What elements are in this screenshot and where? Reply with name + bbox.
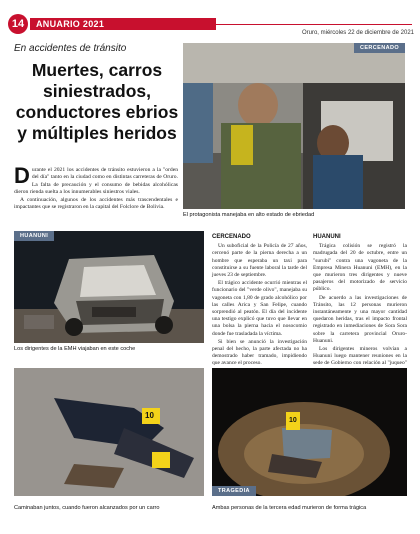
column-paragraph: Si bien se anunció la investigación penal del hecho, la parte afectada no ha demostrado haber tramado, impidiendo que avance el proceso. — [212, 338, 307, 367]
lead-paragraph — [14, 163, 178, 213]
headline: Muertes, carros siniestrados, conductores ebrios y múltiples heridos — [15, 60, 179, 143]
victims-road-illustration — [14, 368, 204, 496]
column-paragraph: Un suboficial de la Policía de 27 años, cercenó parte de la pierna derecha a un hombre que esperaba un taxi para constituirse a su fuente laboral la tarde del jueves 23 de septiembre. — [212, 243, 307, 279]
page-number: 14 — [8, 14, 28, 34]
column-cercenado — [212, 234, 307, 369]
police-car-illustration — [183, 43, 405, 209]
photo-police-car — [183, 43, 405, 209]
dateline: Oruro, miércoles 22 de diciembre de 2021 — [301, 30, 414, 36]
header-rule — [216, 24, 412, 25]
caption-top-right: El protagonista manejaba en alto estado de ebriedad — [183, 212, 315, 218]
drop-cap: D — [14, 163, 30, 188]
column-heading: CERCENADO — [212, 234, 251, 240]
section-title: En accidentes de tránsito — [14, 43, 127, 54]
caption-mid-left: Los dirigentes de la EMH viajaban en este coche — [14, 346, 136, 352]
tag-tragedia: TRAGEDIA — [212, 486, 256, 496]
tag-cercenado: CERCENADO — [354, 43, 405, 53]
crashed-car-illustration — [14, 231, 204, 343]
photo-crashed-car — [14, 231, 204, 343]
column-heading: HUANUNI — [313, 234, 341, 240]
photo-night-victims — [212, 368, 407, 496]
photo-victims-road — [14, 368, 204, 496]
caption-bottom-right: Ambas personas de la tercera edad murieron de forma trágica — [212, 505, 367, 511]
column-huanuni — [313, 234, 407, 376]
column-paragraph: De acuerdo a las investigaciones de Tránsito, las 12 personas murieron instantáneamente y una mayor cantidad quedaron heridas, tras el impacto frontal registrado en inmediaciones de Sora Sora sobre la carretera provincial Oruro-Huanuni. — [313, 294, 407, 344]
tag-huanuni: HUANUNI — [14, 231, 54, 241]
lead-text-1: urante el 2021 los accidentes de tránsito estuvieron a la "orden del día" tanto en la ciudad como en distintas carreteras de Oruro. La falta de precaución y el consumo de bebidas alcohólicas dieron rienda suelta a los innumerables siniestros viales. — [14, 167, 178, 195]
column-paragraph: Trágica colisión se registró la madrugada del 20 de octubre, entre un "surubi" contra una vagoneta de la Empresa Minera Huanuni (EMH), en la que murieron tres dirigentes y nueve pasajeros del motorizado de servicio público. — [313, 243, 407, 293]
section-band: ANUARIO 2021 — [30, 18, 216, 30]
night-victims-illustration — [212, 368, 407, 496]
column-paragraph: El trágico accidente ocurrió mientras el funcionario del "verde olivo", manejaba su vagoneta con 1,80 de grado alcohólico por las calles Arica y San Felipe, cuando sorprendió al peatón. El día del incidente una testigo explicó que tuvo que llevar en una bolsa la pierna hacia el nosocomio donde fue trasladada la víctima. — [212, 280, 307, 337]
page-header — [0, 14, 420, 34]
column-paragraph: Los dirigentes mineros volvían a Huanuni luego mantener reuniones en la sede de Gobierno con relación al "juqueo" — [313, 346, 407, 367]
lead-text-2: A continuación, algunos de los accidentes más trascendentales e impactantes que se registraron en la capital del Folclore de Bolivia. — [14, 197, 178, 211]
evidence-marker: 10 — [145, 411, 154, 420]
caption-bottom-left: Caminaban juntos, cuando fueron alcanzados por un carro — [14, 505, 160, 511]
evidence-marker: 10 — [289, 417, 297, 424]
